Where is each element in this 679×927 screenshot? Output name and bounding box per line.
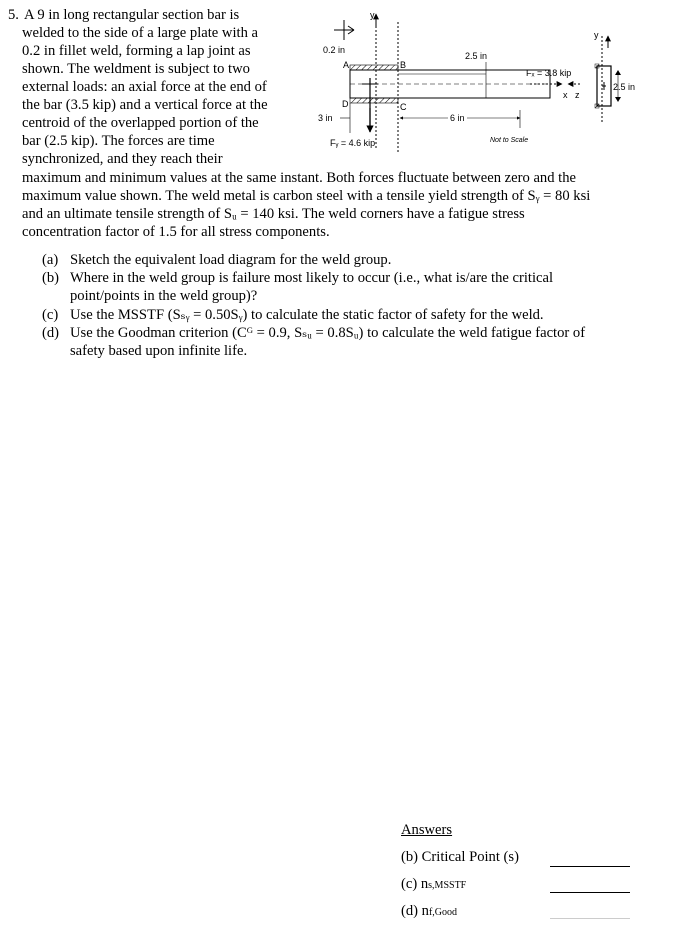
- overlap-length-label: 2.5 in: [465, 51, 488, 61]
- answer-b-label: (b) Critical Point (s): [401, 849, 519, 865]
- bottom-weld: [350, 98, 398, 103]
- problem-number: 5.: [8, 7, 19, 23]
- intro-line: external loads: an axial force at the end of: [22, 79, 267, 95]
- overlap-height-label: 3 in: [318, 113, 333, 123]
- weldment-figure: [310, 8, 655, 158]
- point-c-label: C: [400, 102, 407, 112]
- fy-label: Fᵧ = 4.6 kip: [330, 138, 376, 148]
- part-b-text: Where in the weld group is failure most likely to occur (i.e., what is/are the critical: [70, 270, 554, 286]
- answer-c-blank[interactable]: [550, 892, 630, 893]
- intro-line: centroid of the overlapped portion of the: [22, 115, 259, 131]
- weld-size-label: 0.2 in: [323, 45, 346, 55]
- end-dim-label: 2.5 in: [613, 82, 636, 92]
- body-line: maximum and minimum values at the same instant. Both forces fluctuate between zero and the: [22, 170, 576, 186]
- answer-c-symbol: n: [420, 876, 429, 892]
- point-a-label: A: [343, 60, 350, 70]
- answer-c-subscript: s,MSSTF: [428, 880, 467, 891]
- answer-b-blank[interactable]: [550, 866, 630, 867]
- answer-row-b: [401, 849, 519, 866]
- part-d-label: (d): [42, 325, 60, 341]
- part-b-text-cont: point/points in the weld group)?: [70, 288, 258, 304]
- part-c-text: Use the MSSTF (Sₛᵧ = 0.50Sᵧ) to calculate the static factor of safety for the weld.: [70, 307, 544, 323]
- body-line: maximum value shown. The weld metal is carbon steel with a tensile yield strength of Sᵧ = 80 ksi: [22, 188, 591, 204]
- part-c-label: (c): [42, 307, 59, 323]
- z-axis-label: z: [575, 90, 580, 100]
- intro-line: 0.2 in fillet weld, forming a lap joint as: [22, 43, 251, 59]
- bar-length-label: 6 in: [450, 113, 465, 123]
- body-line: concentration factor of 1.5 for all stress components.: [22, 224, 330, 240]
- point-d-label: D: [342, 99, 349, 109]
- y-axis-label: y: [370, 10, 375, 20]
- part-d-text: Use the Goodman criterion (Cᴳ = 0.9, Sₛᵤ = 0.8Sᵤ) to calculate the weld fatigue factor of: [70, 325, 586, 341]
- part-a-text: Sketch the equivalent load diagram for the weld group.: [70, 252, 392, 268]
- not-to-scale-label: Not to Scale: [490, 137, 529, 144]
- body-line: and an ultimate tensile strength of Sᵤ = 140 ksi. The weld corners have a fatigue stress: [22, 206, 525, 222]
- answer-c-label: (c): [401, 876, 421, 892]
- answer-row-d: [401, 903, 457, 920]
- answer-d-subscript: f,Good: [428, 907, 458, 918]
- y-axis-end-label: y: [594, 30, 599, 40]
- answer-d-symbol: n: [421, 903, 429, 919]
- x-axis-label: x: [563, 90, 568, 100]
- part-b-label: (b): [42, 270, 60, 286]
- answers-title: Answers: [401, 822, 453, 838]
- point-b-label: B: [400, 60, 407, 70]
- part-d-text-cont: safety based upon infinite life.: [70, 343, 248, 359]
- intro-line: shown. The weldment is subject to two: [22, 61, 250, 77]
- top-weld: [350, 65, 398, 70]
- intro-line: welded to the side of a large plate with a: [22, 25, 258, 41]
- fx-label: Fₓ = 3.8 kip: [526, 68, 572, 78]
- intro-line: the bar (3.5 kip) and a vertical force at the: [22, 97, 268, 113]
- answer-d-blank[interactable]: [550, 918, 630, 919]
- answer-row-c: [401, 876, 466, 893]
- intro-line: bar (2.5 kip). The forces are time: [22, 133, 215, 149]
- part-a-label: (a): [42, 252, 59, 268]
- intro-line: A 9 in long rectangular section bar is: [24, 7, 240, 23]
- intro-line: synchronized, and they reach their: [22, 151, 223, 167]
- answer-d-label: (d): [401, 903, 422, 919]
